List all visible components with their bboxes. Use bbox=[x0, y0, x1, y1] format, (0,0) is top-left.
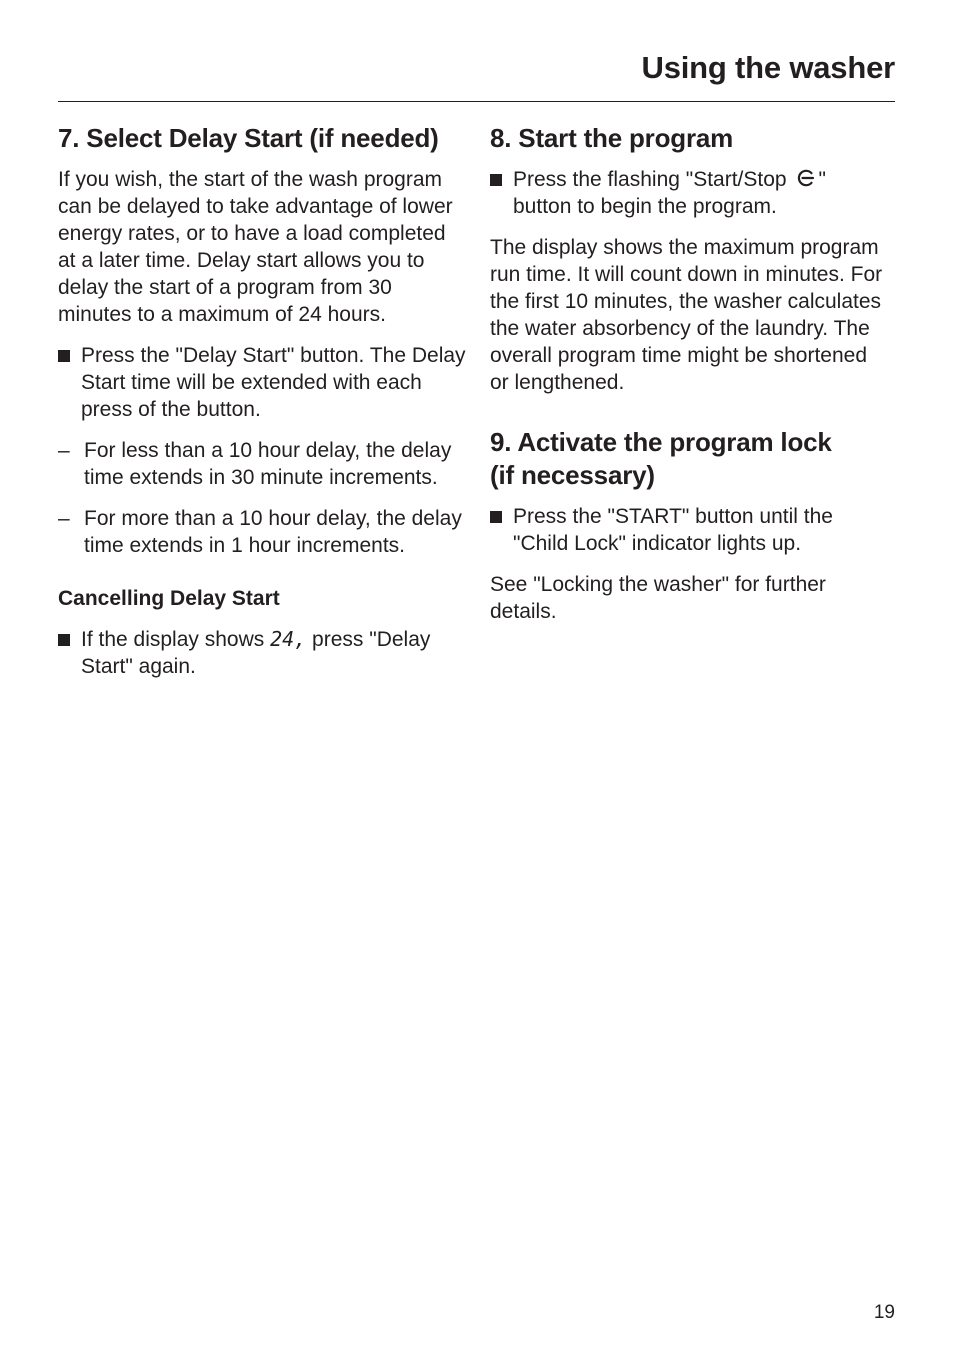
subheading-cancelling-delay-start: Cancelling Delay Start bbox=[58, 587, 280, 610]
heading-line: 9. Activate the program lock bbox=[490, 427, 832, 457]
start-text-after: " button to begin the program. bbox=[513, 168, 826, 218]
bullet-text: Press the "Delay Start" button. The Delay Start time will be extended with each press of the button. bbox=[81, 344, 466, 421]
section-heading-start-program: 8. Start the program bbox=[490, 123, 734, 153]
dash-bullet-icon: – bbox=[58, 507, 70, 530]
dash-text: For less than a 10 hour delay, the delay time extends in 30 minute increments. bbox=[84, 439, 452, 489]
header-divider bbox=[58, 101, 895, 102]
list-item bbox=[490, 503, 890, 557]
page-title: Using the washer bbox=[641, 50, 895, 85]
dash-bullet-icon: – bbox=[58, 439, 70, 462]
list-item bbox=[58, 626, 468, 680]
start-stop-icon bbox=[796, 168, 816, 188]
right-column bbox=[490, 122, 890, 639]
left-column bbox=[58, 122, 468, 694]
page-number: 19 bbox=[873, 1302, 895, 1323]
square-bullet-icon bbox=[58, 350, 70, 362]
section-heading-delay-start: 7. Select Delay Start (if needed) bbox=[58, 123, 439, 153]
square-bullet-icon bbox=[490, 511, 502, 523]
bullet-text: Press the "START" button until the "Child Lock" indicator lights up. bbox=[513, 505, 833, 555]
cancel-text-before: If the display shows bbox=[81, 628, 271, 651]
cancel-text-after: press "Delay Start" again. bbox=[81, 628, 431, 678]
list-item bbox=[58, 342, 468, 423]
square-bullet-icon bbox=[490, 174, 502, 186]
heading-line: (if necessary) bbox=[490, 460, 655, 490]
list-item bbox=[58, 505, 468, 559]
list-item bbox=[58, 437, 468, 491]
square-bullet-icon bbox=[58, 634, 70, 646]
start-text-before: Press the flashing "Start/Stop bbox=[513, 168, 793, 191]
section-heading-program-lock bbox=[490, 426, 890, 492]
locking-reference: See "Locking the washer" for further details. bbox=[490, 573, 826, 623]
delay-start-intro: If you wish, the start of the wash program can be delayed to take advantage of lower energy rates, or to have a load completed at a later time. Delay start allows you to delay the start of a program from 30 minutes to a maximum of 24 hours. bbox=[58, 168, 453, 326]
program-time-paragraph: The display shows the maximum program run time. It will count down in minutes. For the first 10 minutes, the washer calculates the water absorbency of the laundry. The overall program time might be shortened or lengthened. bbox=[490, 236, 883, 394]
list-item bbox=[490, 166, 890, 220]
display-readout: 24, bbox=[270, 627, 307, 651]
dash-text: For more than a 10 hour delay, the delay time extends in 1 hour increments. bbox=[84, 507, 462, 557]
